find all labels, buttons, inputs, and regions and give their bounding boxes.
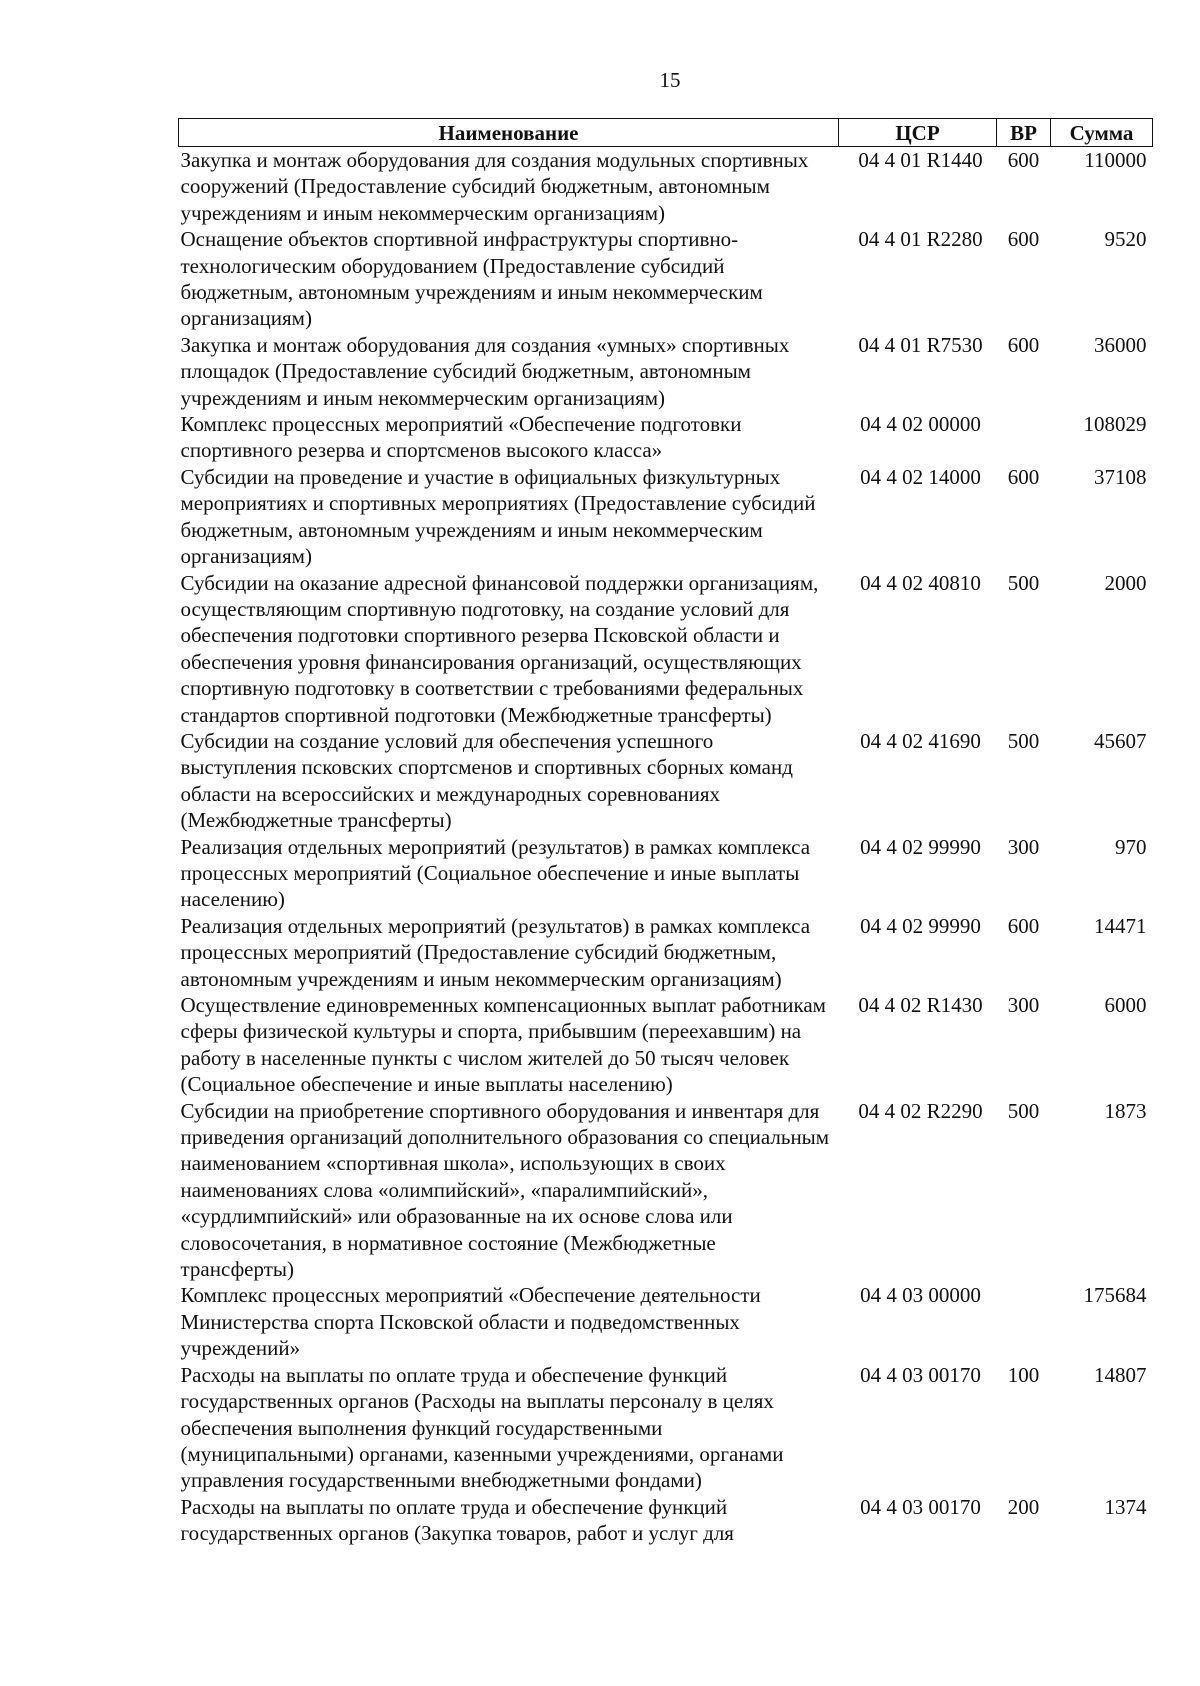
row-csr-cell: 04 4 02 R1430 (858, 993, 983, 1017)
row-sum-cell: 45607 (1094, 728, 1147, 753)
row-name-cell: Комплекс процессных мероприятий «Обеспечение деятельности Министерства спорта Псковской области и подведомственных учреждений» (180, 1283, 761, 1361)
row-name-cell: Расходы на выплаты по оплате труда и обеспечение функций государственных органов (Закупка товаров, работ и услуг для (180, 1494, 734, 1546)
row-sum-cell: 175684 (1083, 1283, 1147, 1308)
table-row (179, 992, 1153, 1098)
row-vr-cell: 300 (1007, 993, 1040, 1017)
row-sum-cell: 1873 (1104, 1098, 1147, 1123)
row-sum-cell: 14807 (1094, 1362, 1147, 1387)
table-row (179, 913, 1153, 992)
row-name-cell: Реализация отдельных мероприятий (результатов) в рамках комплекса процессных мероприятий (Социальное обеспечение и иные выплаты населению) (180, 834, 811, 912)
table-row (179, 1098, 1153, 1283)
table-row (179, 728, 1153, 834)
row-name-cell: Осуществление единовременных компенсационных выплат работникам сферы физической культуры и спорта, прибывшим (переехавшим) на работу в населенные пункты с числом жителей до 50 тысяч человек (Социальное обеспечение и иные выплаты населению) (180, 993, 826, 1097)
table-row (179, 1282, 1153, 1361)
row-name-cell: Субсидии на приобретение спортивного оборудования и инвентаря для приведения организаций дополнительного образования со специальным наименованием «спортивная школа», использующих в своих наименованиях слова «олимпийский», «паралимпийский», «сурдлимпийский» или образованные на их основе слова или словосочетания, в нормативное состояние (Межбюджетные трансферты) (180, 1098, 830, 1282)
row-sum-cell: 37108 (1094, 464, 1147, 489)
row-name-cell: Субсидии на создание условий для обеспечения успешного выступления псковских спортсменов и спортивных сборных команд области на всероссийских и международных соревнованиях (Межбюджетные трансферты) (180, 728, 793, 833)
table-row (179, 570, 1153, 728)
row-csr-cell: 04 4 01 R1440 (858, 148, 983, 172)
row-vr-cell: 600 (1007, 913, 1040, 938)
row-name-cell: Субсидии на проведение и участие в официальных физкультурных мероприятиях и спортивных мероприятиях (Предоставление субсидий бюджетным, автономным учреждениям и иным некоммерческим организациям) (180, 464, 816, 569)
row-name-cell: Оснащение объектов спортивной инфраструктуры спортивно-технологическим оборудованием (Предоставление субсидий бюджетным, автономным учреждениям и иным некоммерческим организациям) (180, 227, 763, 331)
row-csr-cell: 04 4 02 40810 (860, 570, 981, 595)
row-sum-cell: 1374 (1104, 1494, 1147, 1519)
row-csr-cell: 04 4 01 R2280 (858, 227, 983, 252)
row-vr-cell: 500 (1007, 570, 1040, 595)
row-csr-cell: 04 4 01 R7530 (858, 332, 983, 357)
row-name-cell: Комплекс процессных мероприятий «Обеспечение подготовки спортивного резерва и спортсменов высокого класса» (180, 412, 742, 463)
row-csr-cell: 04 4 03 00170 (860, 1494, 981, 1519)
row-sum-cell: 110000 (1084, 148, 1147, 172)
row-vr-cell: 100 (1007, 1362, 1040, 1387)
row-csr-cell: 04 4 02 99990 (860, 913, 981, 938)
row-name-cell: Расходы на выплаты по оплате труда и обеспечение функций государственных органов (Расходы на выплаты персоналу в целях обеспечения выполнения функций государственными (муниципальными) органами, казенными учреждениями, органами управления государственными внебюджетными фондами) (180, 1362, 784, 1493)
row-sum-cell: 36000 (1094, 332, 1147, 357)
table-header-row (179, 119, 1153, 147)
table-row (179, 1494, 1153, 1547)
table-row (179, 464, 1153, 570)
row-sum-cell: 6000 (1104, 993, 1147, 1017)
row-csr-cell: 04 4 02 00000 (860, 412, 981, 437)
table-row (179, 1362, 1153, 1494)
row-sum-cell: 14471 (1094, 913, 1147, 938)
row-csr-cell: 04 4 03 00170 (860, 1362, 981, 1387)
budget-table (178, 118, 1153, 1547)
row-vr-cell: 600 (1007, 464, 1040, 489)
row-sum-cell: 9520 (1104, 227, 1147, 252)
row-csr-cell: 04 4 02 14000 (860, 464, 981, 489)
row-name-cell: Реализация отдельных мероприятий (результатов) в рамках комплекса процессных мероприятий (Предоставление субсидий бюджетным, автономным учреждениям и иным некоммерческим организациям) (180, 913, 811, 991)
row-vr-cell: 600 (1007, 332, 1040, 357)
row-vr-cell (997, 411, 1051, 464)
row-sum-cell: 108029 (1083, 412, 1147, 437)
row-name-cell: Субсидии на оказание адресной финансовой поддержки организациям, осуществляющим спортивную подготовку, на создание условий для обеспечения подготовки спортивного резерва Псковской области и обеспечения уровня финансирования организаций, осуществляющих спортивную подготовку в соответствии с требованиями федеральных стандартов спортивной подготовки (Межбюджетные трансферты) (180, 570, 819, 727)
table-row (179, 147, 1153, 227)
row-name-cell: Закупка и монтаж оборудования для создания модульных спортивных сооружений (Предоставление субсидий бюджетным, автономным учреждениям и иным некоммерческим организациям) (180, 148, 809, 225)
row-vr-cell: 500 (1007, 1098, 1040, 1123)
table-row (179, 411, 1153, 464)
row-vr-cell: 600 (1007, 227, 1040, 252)
row-sum-cell: 970 (1115, 834, 1147, 859)
header-name: Наименование (179, 119, 839, 147)
row-csr-cell: 04 4 02 R2290 (858, 1098, 983, 1123)
header-sum: Сумма (1051, 119, 1153, 147)
header-csr: ЦСР (839, 119, 997, 147)
row-name-cell: Закупка и монтаж оборудования для создания «умных» спортивных площадок (Предоставление субсидий бюджетным, автономным учреждениям и иным некоммерческим организациям) (180, 332, 790, 410)
header-vr: ВР (997, 119, 1051, 147)
table-row (179, 226, 1153, 332)
row-csr-cell: 04 4 02 99990 (860, 834, 981, 859)
row-csr-cell: 04 4 02 41690 (860, 728, 981, 753)
page-number: 15 (659, 68, 681, 92)
row-vr-cell: 500 (1007, 728, 1040, 753)
row-csr-cell: 04 4 03 00000 (860, 1283, 981, 1308)
row-vr-cell (997, 1282, 1051, 1361)
table-row (179, 332, 1153, 411)
table-body (179, 147, 1153, 1547)
row-vr-cell: 200 (1007, 1494, 1040, 1519)
row-vr-cell: 600 (1007, 148, 1040, 172)
row-sum-cell: 2000 (1104, 570, 1147, 595)
table-row (179, 834, 1153, 913)
row-vr-cell: 300 (1007, 834, 1040, 859)
